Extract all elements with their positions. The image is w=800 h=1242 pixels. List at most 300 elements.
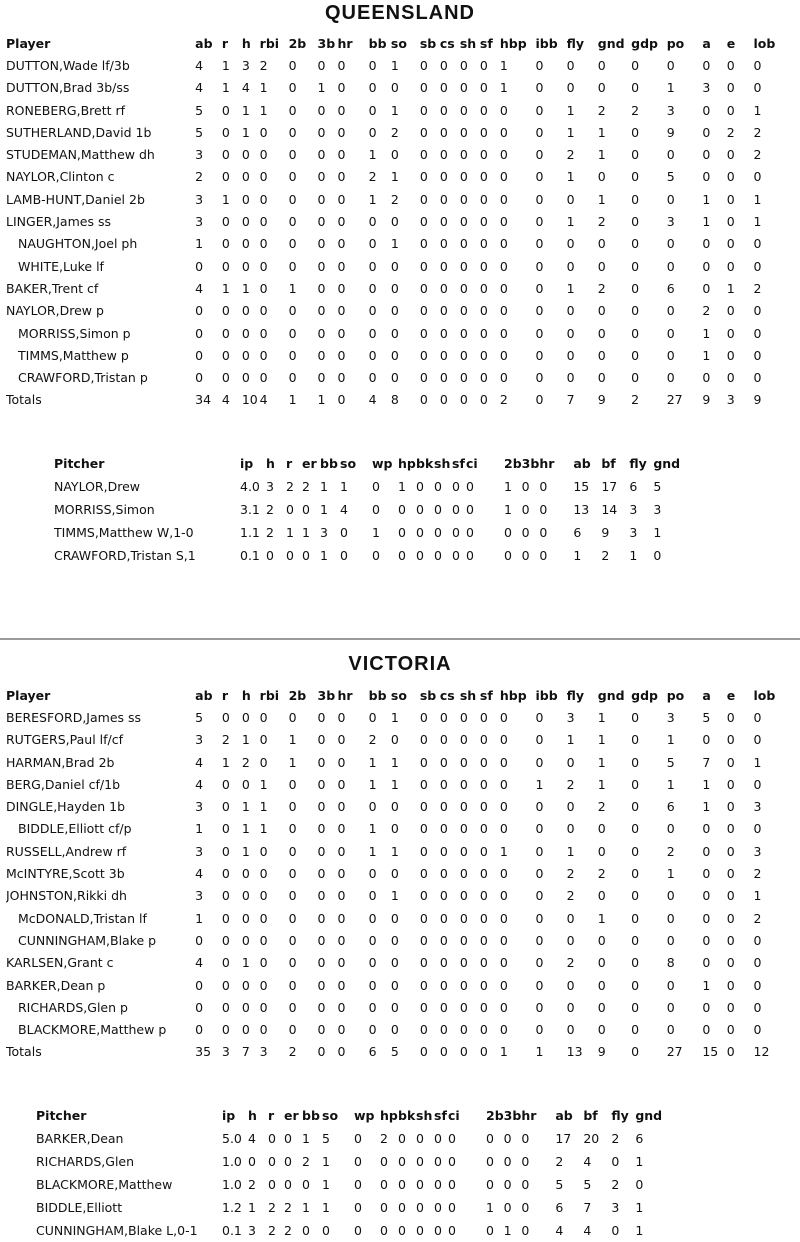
stat-ibb: 0 — [535, 325, 544, 341]
stat-sb: 0 — [419, 57, 428, 73]
stat-h: 0 — [241, 214, 250, 230]
stat-hr: 0 — [539, 525, 548, 540]
stat-er: 2 — [284, 1200, 292, 1215]
totals-row — [6, 1041, 796, 1063]
stat-wp: 0 — [372, 502, 380, 517]
stat-e: 0 — [726, 910, 735, 926]
stat-r: 1 — [221, 754, 230, 770]
stat-bb: 0 — [368, 57, 377, 73]
col-header-er: er — [284, 1108, 299, 1123]
stat-a: 9 — [702, 392, 711, 408]
stat-gdp: 0 — [631, 754, 640, 770]
player-name: LAMB-HUNT,Daniel 2b — [6, 191, 145, 207]
stat-3b: 0 — [503, 1177, 512, 1192]
stat-ibb: 0 — [535, 169, 544, 185]
stat-hbp: 0 — [499, 370, 508, 386]
stat-sb: 0 — [419, 866, 428, 882]
stat-lob: 0 — [753, 709, 762, 725]
stat-ci: 0 — [466, 502, 474, 517]
stat-sf: 0 — [479, 709, 488, 725]
stat-po: 0 — [666, 258, 675, 274]
stat-wp: 0 — [354, 1223, 362, 1238]
stat-rbi: 1 — [259, 821, 268, 837]
stat-so: 1 — [390, 102, 399, 118]
stat-2b: 0 — [288, 866, 297, 882]
stat-bb: 0 — [368, 303, 377, 319]
stat-gnd: 1 — [597, 709, 606, 725]
stat-bf: 9 — [601, 525, 610, 540]
stat-r: 0 — [221, 932, 230, 948]
stat-gnd: 3 — [653, 502, 662, 517]
player-name: CRAWFORD,Tristan p — [18, 370, 148, 386]
stat-ibb: 0 — [535, 236, 544, 252]
table-row — [54, 544, 680, 567]
stat-gdp: 0 — [631, 1022, 640, 1038]
stat-po: 0 — [666, 370, 675, 386]
header-row — [54, 452, 680, 475]
stat-so: 2 — [390, 191, 399, 207]
table-row — [6, 1018, 796, 1040]
stat-bb: 0 — [368, 932, 377, 948]
stat-3b: 0 — [317, 799, 326, 815]
stat-hr: 0 — [521, 1223, 530, 1238]
stat-ibb: 0 — [535, 280, 544, 296]
stat-cs: 0 — [439, 214, 448, 230]
stat-sh: 0 — [434, 502, 442, 517]
stat-fly: 0 — [566, 303, 575, 319]
stat-so: 0 — [390, 80, 399, 96]
stat-fly: 0 — [566, 932, 575, 948]
pitcher-name: BARKER,Dean — [36, 1131, 124, 1146]
stat-sb: 0 — [419, 191, 428, 207]
stat-a: 0 — [702, 866, 711, 882]
stat-cs: 0 — [439, 280, 448, 296]
stat-3b: 0 — [521, 548, 530, 563]
stat-e: 0 — [726, 80, 735, 96]
pitcher-name: CRAWFORD,Tristan S,1 — [54, 548, 196, 563]
stat-hr: 0 — [337, 955, 346, 971]
col-header-fly: fly — [566, 687, 585, 703]
stat-po: 0 — [666, 191, 675, 207]
stat-3b: 0 — [317, 325, 326, 341]
col-header-bf: bf — [601, 456, 616, 471]
player-name: DUTTON,Wade lf/3b — [6, 57, 130, 73]
table-row — [6, 706, 796, 728]
stat-h: 1 — [241, 732, 250, 748]
stat-lob: 0 — [753, 1022, 762, 1038]
stat-2b: 0 — [288, 147, 297, 163]
stat-sb: 0 — [419, 732, 428, 748]
col-header-r: r — [286, 456, 293, 471]
stat-bb: 0 — [368, 214, 377, 230]
stat-rbi: 0 — [259, 147, 268, 163]
stat-hbp: 0 — [499, 776, 508, 792]
stat-rbi: 0 — [259, 1022, 268, 1038]
stat-ibb: 0 — [535, 191, 544, 207]
col-header-gdp: gdp — [631, 687, 658, 703]
stat-sh: 0 — [459, 754, 468, 770]
stat-ibb: 1 — [535, 1044, 544, 1060]
stat-gnd: 0 — [597, 999, 606, 1015]
player-name: DINGLE,Hayden 1b — [6, 799, 126, 815]
stat-bk: 0 — [398, 1200, 406, 1215]
stat-cs: 0 — [439, 236, 448, 252]
stat-gdp: 0 — [631, 57, 640, 73]
stat-sb: 0 — [419, 1044, 428, 1060]
col-header-3b: 3b — [317, 35, 336, 51]
stat-gdp: 0 — [631, 236, 640, 252]
stat-hr: 0 — [337, 191, 346, 207]
stat-hr: 0 — [521, 1154, 530, 1169]
col-header-hr: hr — [521, 1108, 537, 1123]
stat-2b: 0 — [288, 124, 297, 140]
stat-sf: 0 — [479, 258, 488, 274]
stat-hbp: 0 — [499, 325, 508, 341]
stat-ip: 0.1 — [222, 1223, 242, 1238]
col-header-rbi: rbi — [259, 687, 280, 703]
stat-gnd: 1 — [635, 1154, 644, 1169]
stat-a: 1 — [702, 977, 711, 993]
stat-sf: 0 — [479, 80, 488, 96]
stat-h: 0 — [241, 147, 250, 163]
stat-ci: 0 — [466, 525, 474, 540]
stat-hr: 0 — [337, 236, 346, 252]
stat-cs: 0 — [439, 102, 448, 118]
stat-r: 0 — [268, 1177, 276, 1192]
stat-3b: 0 — [317, 124, 326, 140]
stat-lob: 1 — [753, 191, 762, 207]
stat-cs: 0 — [439, 866, 448, 882]
stat-lob: 2 — [753, 866, 762, 882]
stat-hp: 0 — [380, 1154, 388, 1169]
stat-2b: 0 — [504, 525, 512, 540]
stat-er: 1 — [302, 525, 310, 540]
table-row — [6, 952, 796, 974]
stat-bk: 0 — [398, 1154, 406, 1169]
stat-so: 1 — [390, 709, 399, 725]
col-header-a: a — [702, 35, 711, 51]
stat-h: 1 — [241, 821, 250, 837]
stat-bb: 0 — [368, 955, 377, 971]
stat-gdp: 0 — [631, 124, 640, 140]
col-header-ci: ci — [466, 456, 478, 471]
stat-so: 0 — [340, 548, 348, 563]
stat-wp: 0 — [372, 479, 380, 494]
stat-r: 1 — [221, 80, 230, 96]
stat-so: 4 — [340, 502, 348, 517]
stat-bb: 0 — [368, 1022, 377, 1038]
stat-e: 0 — [726, 370, 735, 386]
stat-hbp: 0 — [499, 102, 508, 118]
stat-cs: 0 — [439, 776, 448, 792]
col-header-r: r — [268, 1108, 275, 1123]
stat-hr: 0 — [337, 799, 346, 815]
stat-hbp: 0 — [499, 236, 508, 252]
player-name: RUTGERS,Paul lf/cf — [6, 732, 124, 748]
stat-fly: 1 — [566, 124, 575, 140]
stat-bk: 0 — [416, 479, 424, 494]
player-name: Totals — [6, 392, 42, 408]
stat-so: 1 — [322, 1177, 330, 1192]
stat-rbi: 0 — [259, 754, 268, 770]
col-header-pitcher: Pitcher — [54, 456, 105, 471]
stat-er: 0 — [284, 1154, 292, 1169]
player-name: TIMMS,Matthew p — [18, 347, 129, 363]
stat-so: 0 — [390, 258, 399, 274]
stat-gdp: 0 — [631, 999, 640, 1015]
stat-fly: 0 — [566, 977, 575, 993]
stat-fly: 2 — [611, 1131, 620, 1146]
stat-ibb: 0 — [535, 80, 544, 96]
stat-sf: 0 — [479, 392, 488, 408]
stat-e: 2 — [726, 124, 735, 140]
stat-sh: 0 — [459, 147, 468, 163]
stat-hr: 0 — [337, 57, 346, 73]
col-header-hbp: hbp — [499, 35, 527, 51]
stat-bf: 14 — [601, 502, 618, 517]
stat-bf: 7 — [583, 1200, 592, 1215]
stat-gdp: 0 — [631, 910, 640, 926]
stat-bk: 0 — [398, 1177, 406, 1192]
stat-h: 0 — [241, 910, 250, 926]
stat-a: 0 — [702, 236, 711, 252]
stat-a: 0 — [702, 955, 711, 971]
stat-fly: 0 — [566, 80, 575, 96]
stat-e: 0 — [726, 303, 735, 319]
stat-wp: 0 — [354, 1131, 362, 1146]
stat-sf: 0 — [479, 821, 488, 837]
stat-hbp: 0 — [499, 821, 508, 837]
stat-sh: 0 — [459, 999, 468, 1015]
stat-hr: 0 — [337, 370, 346, 386]
stat-cs: 0 — [439, 191, 448, 207]
stat-fly: 2 — [566, 888, 575, 904]
stat-hbp: 0 — [499, 977, 508, 993]
stat-bb: 0 — [368, 866, 377, 882]
stat-r: 0 — [268, 1131, 276, 1146]
stat-fly: 0 — [611, 1223, 620, 1238]
col-header-bk: bk — [416, 456, 434, 471]
pitcher-name: NAYLOR,Drew — [54, 479, 140, 494]
stat-hbp: 0 — [499, 888, 508, 904]
stat-ip: 1.0 — [222, 1177, 242, 1192]
stat-3b: 0 — [317, 169, 326, 185]
stat-ab: 1 — [195, 236, 204, 252]
totals-row — [6, 389, 796, 411]
stat-r: 0 — [268, 1154, 276, 1169]
stat-2b: 0 — [288, 347, 297, 363]
stat-ab: 0 — [195, 1022, 204, 1038]
stat-sf: 0 — [479, 280, 488, 296]
col-header-ab: ab — [573, 456, 591, 471]
player-name: NAYLOR,Clinton c — [6, 169, 115, 185]
stat-h: 0 — [241, 169, 250, 185]
col-header-bb: bb — [302, 1108, 320, 1123]
stat-so: 5 — [390, 1044, 399, 1060]
stat-so: 1 — [322, 1200, 330, 1215]
stat-ab: 3 — [195, 191, 204, 207]
stat-ab: 0 — [195, 347, 204, 363]
col-header-h: h — [241, 687, 251, 703]
stat-hp: 0 — [398, 548, 406, 563]
stat-h: 7 — [241, 1044, 250, 1060]
stat-gdp: 0 — [631, 799, 640, 815]
stat-bb: 0 — [368, 888, 377, 904]
col-header-h: h — [241, 35, 251, 51]
stat-2b: 0 — [288, 776, 297, 792]
stat-ibb: 0 — [535, 303, 544, 319]
stat-ibb: 0 — [535, 1022, 544, 1038]
stat-a: 1 — [702, 347, 711, 363]
pitching-table — [36, 1104, 662, 1242]
stat-cs: 0 — [439, 709, 448, 725]
col-header-cs: cs — [439, 687, 455, 703]
stat-3b: 0 — [317, 347, 326, 363]
stat-r: 0 — [221, 370, 230, 386]
stat-ab: 0 — [195, 303, 204, 319]
stat-fly: 0 — [566, 191, 575, 207]
stat-rbi: 0 — [259, 955, 268, 971]
stat-2b: 0 — [486, 1177, 494, 1192]
stat-lob: 0 — [753, 325, 762, 341]
stat-2b: 0 — [288, 1022, 297, 1038]
stat-sf: 0 — [479, 169, 488, 185]
stat-2b: 0 — [288, 191, 297, 207]
stat-gnd: 1 — [653, 525, 662, 540]
stat-lob: 0 — [753, 303, 762, 319]
stat-hp: 0 — [398, 502, 406, 517]
stat-3b: 0 — [317, 236, 326, 252]
col-header-ibb: ibb — [535, 35, 558, 51]
stat-sh: 0 — [459, 80, 468, 96]
col-header-gdp: gdp — [631, 35, 658, 51]
stat-sh: 0 — [459, 258, 468, 274]
stat-po: 3 — [666, 709, 675, 725]
stat-po: 0 — [666, 977, 675, 993]
stat-sh: 0 — [459, 102, 468, 118]
stat-sf: 0 — [479, 999, 488, 1015]
stat-bb: 1 — [368, 754, 377, 770]
stat-ci: 0 — [466, 548, 474, 563]
stat-3b: 0 — [521, 525, 530, 540]
stat-po: 1 — [666, 776, 675, 792]
stat-hbp: 2 — [499, 392, 508, 408]
stat-sh: 0 — [416, 1154, 424, 1169]
stat-hbp: 1 — [499, 1044, 508, 1060]
stat-sh: 0 — [459, 214, 468, 230]
stat-cs: 0 — [439, 821, 448, 837]
col-header-so: so — [322, 1108, 339, 1123]
stat-so: 0 — [340, 525, 348, 540]
stat-hp: 0 — [380, 1200, 388, 1215]
stat-gnd: 0 — [597, 80, 606, 96]
stat-sf: 0 — [479, 732, 488, 748]
stat-r: 0 — [221, 955, 230, 971]
stat-so: 2 — [390, 124, 399, 140]
stat-ab: 0 — [195, 325, 204, 341]
stat-lob: 3 — [753, 843, 762, 859]
col-header-hbp: hbp — [499, 687, 527, 703]
stat-ab: 4 — [195, 754, 204, 770]
stat-sf: 0 — [434, 1154, 442, 1169]
col-header-2b: 2b — [288, 687, 307, 703]
stat-h: 3 — [266, 479, 274, 494]
stat-gdp: 0 — [631, 843, 640, 859]
stat-e: 0 — [726, 57, 735, 73]
col-header-hr: hr — [337, 687, 353, 703]
stat-lob: 1 — [753, 102, 762, 118]
stat-3b: 0 — [317, 214, 326, 230]
stat-wp: 0 — [372, 548, 380, 563]
player-name: McDONALD,Tristan lf — [18, 910, 147, 926]
stat-ab: 5 — [555, 1177, 564, 1192]
stat-ab: 0 — [195, 977, 204, 993]
stat-lob: 0 — [753, 370, 762, 386]
stat-r: 0 — [221, 821, 230, 837]
stat-po: 6 — [666, 280, 675, 296]
stat-2b: 0 — [288, 843, 297, 859]
col-header-gnd: gnd — [653, 456, 681, 471]
table-row — [6, 366, 796, 388]
stat-2b: 0 — [486, 1154, 494, 1169]
stat-cs: 0 — [439, 754, 448, 770]
stat-hr: 0 — [337, 999, 346, 1015]
stat-r: 0 — [221, 776, 230, 792]
stat-sh: 0 — [459, 1044, 468, 1060]
player-name: MORRISS,Simon p — [18, 325, 131, 341]
stat-sh: 0 — [416, 1131, 424, 1146]
stat-r: 0 — [286, 502, 294, 517]
player-name: WHITE,Luke lf — [18, 258, 104, 274]
stat-bb: 0 — [368, 999, 377, 1015]
stat-gnd: 0 — [597, 955, 606, 971]
stat-bf: 20 — [583, 1131, 600, 1146]
stat-ab: 3 — [195, 214, 204, 230]
stat-r: 1 — [221, 280, 230, 296]
stat-a: 0 — [702, 1022, 711, 1038]
stat-a: 0 — [702, 169, 711, 185]
stat-e: 0 — [726, 102, 735, 118]
stat-rbi: 0 — [259, 370, 268, 386]
stat-sh: 0 — [459, 236, 468, 252]
stat-rbi: 0 — [259, 236, 268, 252]
stat-3b: 0 — [317, 709, 326, 725]
stat-sf: 0 — [479, 214, 488, 230]
stat-cs: 0 — [439, 955, 448, 971]
stat-r: 0 — [221, 910, 230, 926]
stat-sf: 0 — [434, 1177, 442, 1192]
stat-gdp: 0 — [631, 280, 640, 296]
stat-bf: 4 — [583, 1223, 592, 1238]
player-name: NAUGHTON,Joel ph — [18, 236, 138, 252]
col-header-sb: sb — [419, 35, 437, 51]
stat-gnd: 0 — [597, 303, 606, 319]
stat-sb: 0 — [419, 102, 428, 118]
stat-fly: 3 — [629, 502, 638, 517]
stat-h: 0 — [241, 325, 250, 341]
stat-2b: 0 — [288, 303, 297, 319]
stat-gdp: 0 — [631, 347, 640, 363]
stat-fly: 6 — [629, 479, 638, 494]
stat-hr: 0 — [337, 280, 346, 296]
stat-sh: 0 — [434, 525, 442, 540]
col-header-3b: 3b — [503, 1108, 522, 1123]
stat-cs: 0 — [439, 57, 448, 73]
stat-hr: 0 — [337, 124, 346, 140]
stat-cs: 0 — [439, 1022, 448, 1038]
stat-hr: 0 — [521, 1200, 530, 1215]
stat-sh: 0 — [459, 347, 468, 363]
